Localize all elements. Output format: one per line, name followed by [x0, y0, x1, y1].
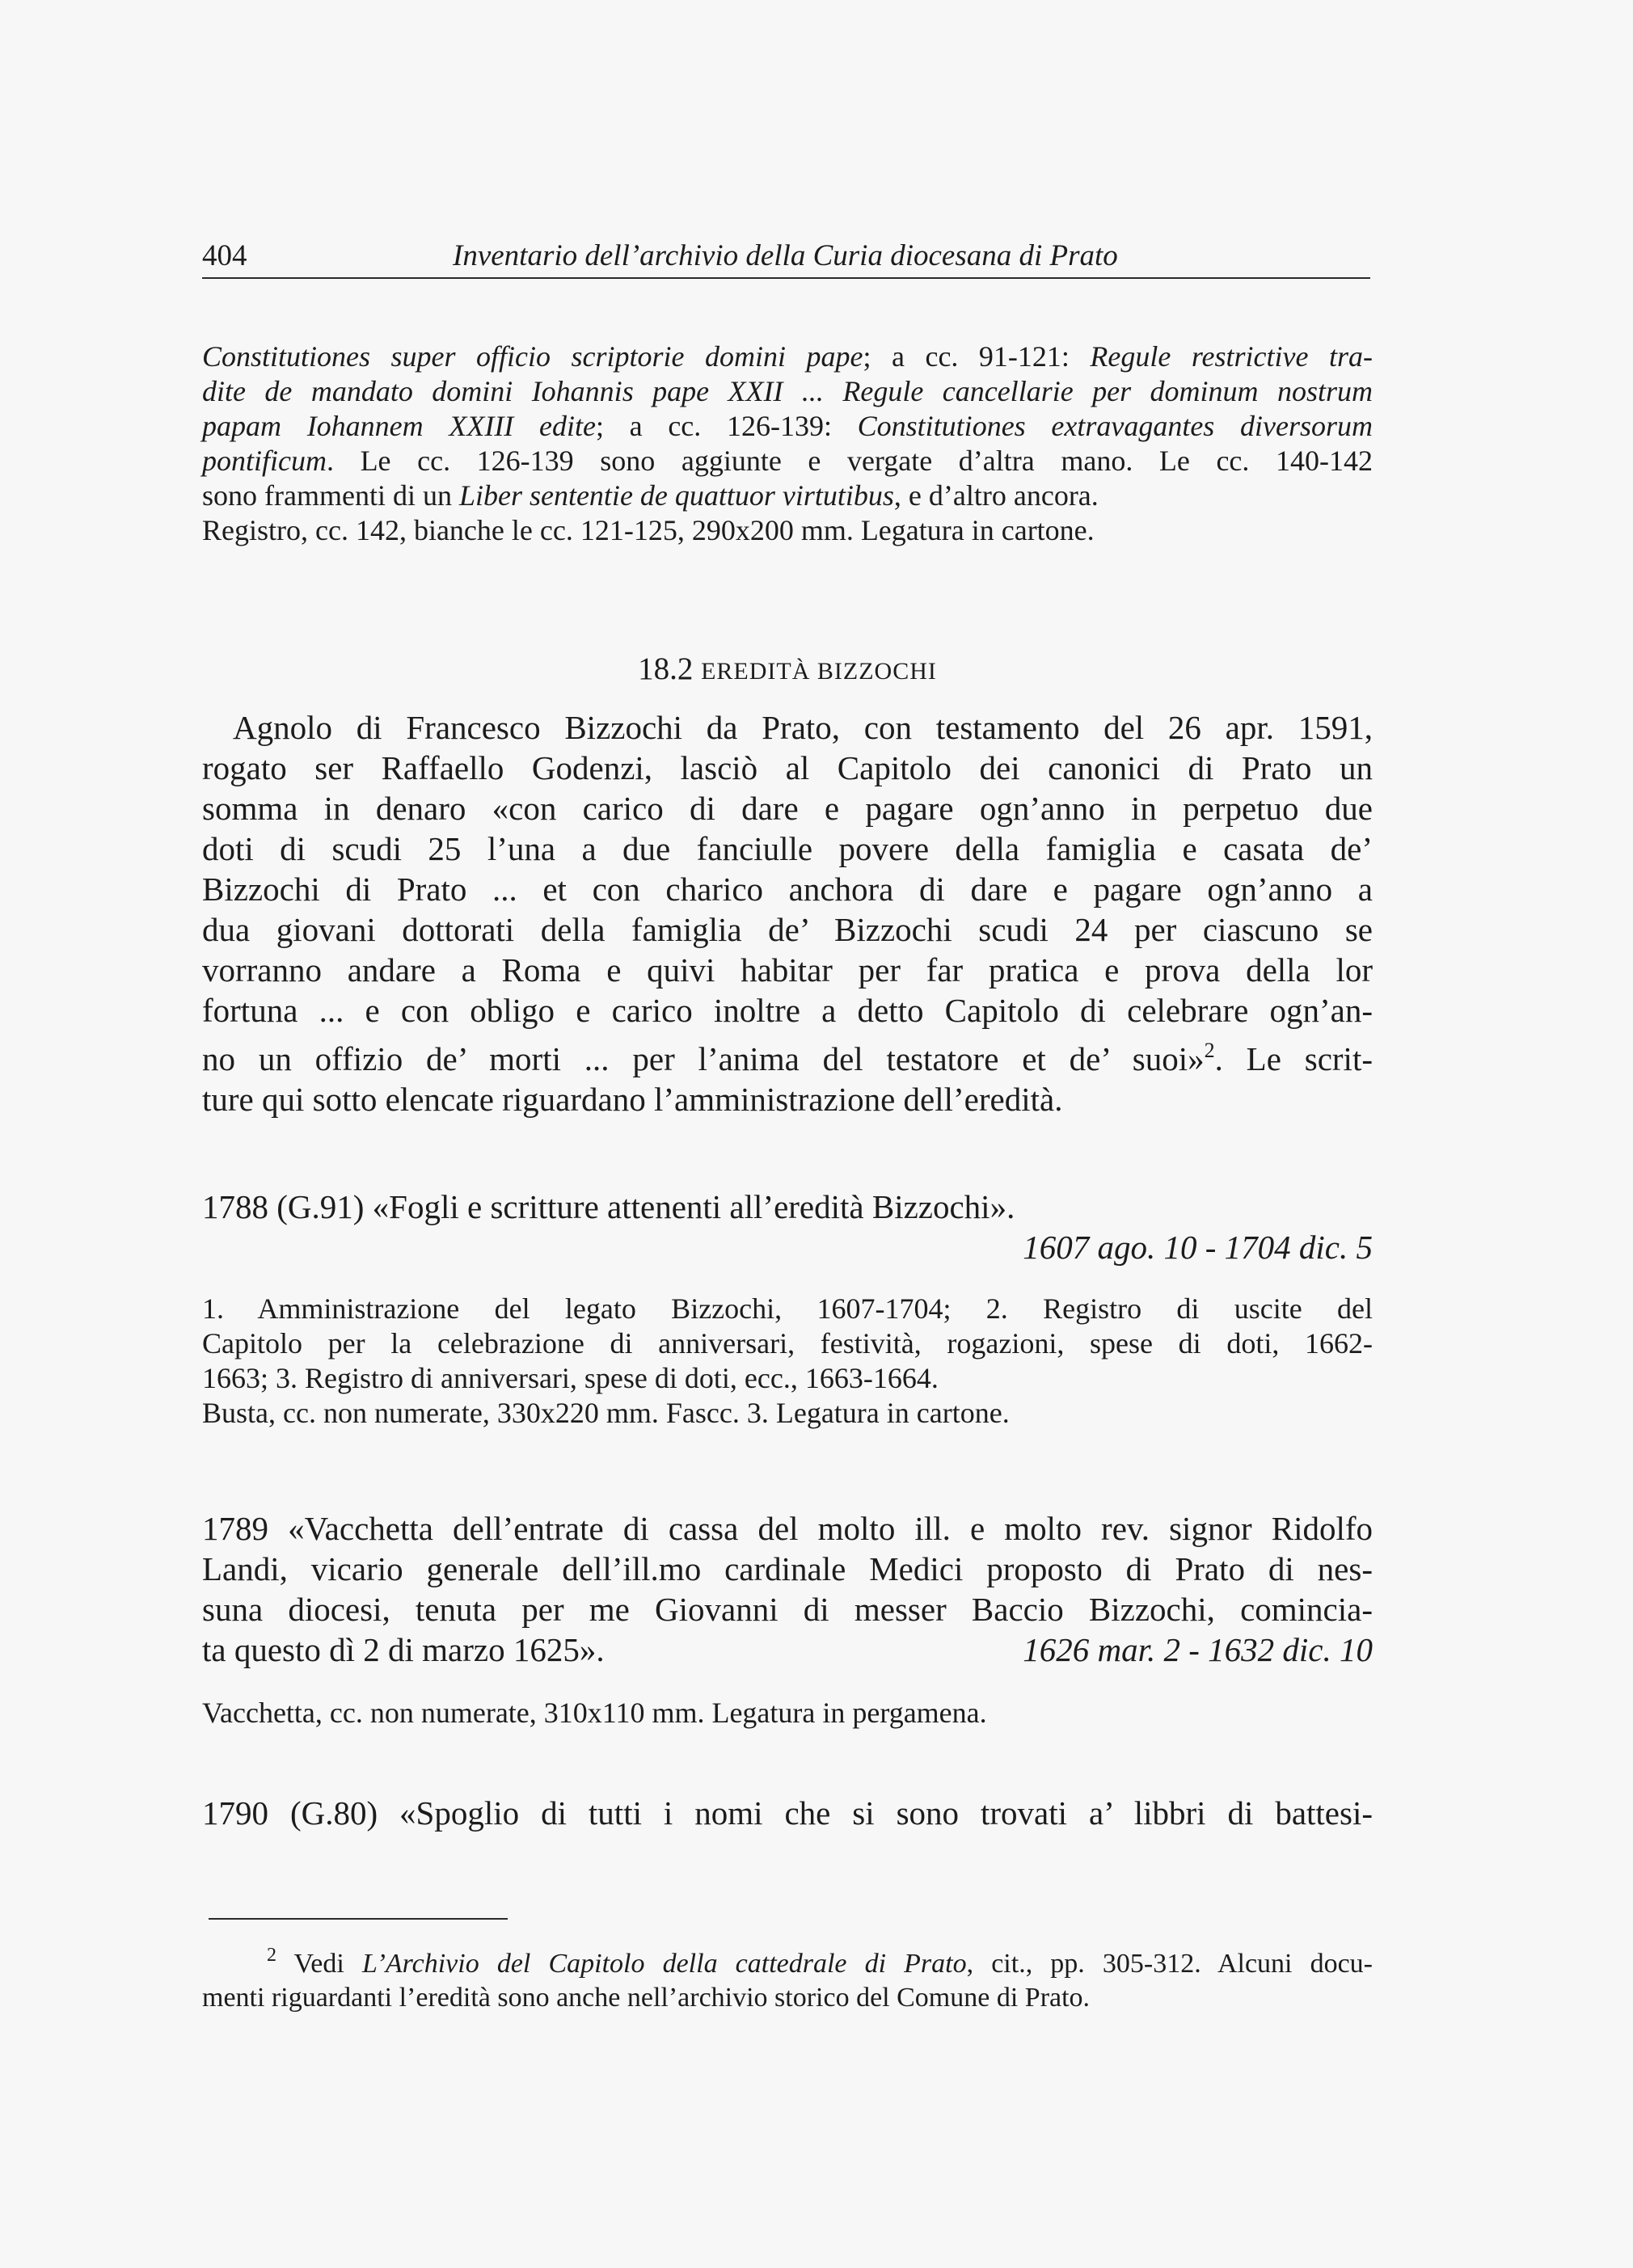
text-line: 1789 «Vacchetta dell’entrate di cassa del molto ill. e molto rev. signor Ridolfo — [202, 1510, 1373, 1547]
text-line: 1790 (G.80) «Spoglio di tutti i nomi che si sono trovati a’ libbri di battesi- — [202, 1794, 1373, 1832]
text-line: somma in denaro «con carico di dare e pagare ogn’anno in perpetuo due — [202, 790, 1373, 827]
text-line: sono frammenti di un Liber sententie de quattuor virtutibus, e d’altro ancora. — [202, 479, 1099, 512]
footnote-reference: 2 — [1204, 1039, 1215, 1062]
entry-1788-description — [202, 1292, 1373, 1431]
text-line: ta questo dì 2 di marzo 1625». 1626 mar. 2 - 1632 dic. 10 — [202, 1631, 1373, 1668]
text-line: ture qui sotto elencate riguardano l’amministrazione dell’eredità. — [202, 1081, 1063, 1118]
entry-dates: 1607 ago. 10 - 1704 dic. 5 — [1023, 1229, 1373, 1266]
text-line: Landi, vicario generale dell’ill.mo cardinale Medici proposto di Prato di nes- — [202, 1550, 1373, 1587]
section-title: EREDITÀ BIZZOCHI — [701, 658, 937, 685]
entry-1790 — [202, 1793, 1373, 1833]
text-line: $^2$ Vedi L’Archivio del Capitolo della cattedrale di Prato, cit., pp. 305-312. Alcuni docu- — [267, 1945, 1373, 1979]
entry-1789-description — [202, 1696, 1373, 1731]
section-heading — [202, 651, 1373, 690]
text-line: menti riguardanti l’eredità sono anche nell’archivio storico del Comune di Prato. — [202, 1983, 1091, 2013]
text-line: fortuna ... e con obligo e carico inoltre a detto Capitolo di celebrare ogn’an- — [202, 992, 1373, 1029]
text-line: no un offizio de’ morti ... per l’anima del testatore et de’ suoi»$^2$. Le scrit- — [202, 1039, 1373, 1077]
footnote-number: 2 — [267, 1945, 276, 1966]
text-line: Vacchetta, cc. non numerate, 310x110 mm. Legatura in pergamena. — [202, 1697, 987, 1729]
text-line: papam Iohannem XXIII edite; a cc. 126-139: Constitutiones extravagantes diversorum — [202, 410, 1373, 442]
text-line: 1. Amministrazione del legato Bizzochi, 1607-1704; 2. Registro di uscite del — [202, 1292, 1373, 1325]
page-header — [202, 238, 1370, 279]
text-line: Capitolo per la celebrazione di anniversari, festività, rogazioni, spese di doti, 1662- — [202, 1327, 1373, 1360]
text-line: doti di scudi 25 l’una a due fanciulle povere della famiglia e casata de’ — [202, 830, 1373, 867]
text-line: Registro, cc. 142, bianche le cc. 121-125, 290x200 mm. Legatura in cartone. — [202, 514, 1095, 546]
section-paragraph — [202, 707, 1373, 1119]
entry-title: 1788 (G.91) «Fogli e scritture attenenti all’eredità Bizzochi». — [202, 1188, 1015, 1225]
entry-dates: 1626 mar. 2 - 1632 dic. 10 — [1023, 1631, 1373, 1668]
text-line: pontificum. Le cc. 126-139 sono aggiunte e vergate d’altra mano. Le cc. 140-142 — [202, 445, 1373, 477]
footnote — [202, 1938, 1373, 2015]
page-number: 404 — [202, 239, 247, 272]
text-line: Bizzochi di Prato ... et con charico anchora di dare e pagare ogn’anno a — [202, 871, 1373, 908]
running-title: Inventario dell’archivio della Curia diocesana di Prato — [453, 239, 1118, 272]
section-number: 18.2 — [638, 651, 694, 686]
entry-1789 — [202, 1508, 1373, 1670]
text-line: dua giovani dottorati della famiglia de’ Bizzochi scudi 24 per ciascuno se — [202, 911, 1373, 948]
text-line: Busta, cc. non numerate, 330x220 mm. Fascc. 3. Legatura in cartone. — [202, 1397, 1010, 1429]
text-line: dite de mandato domini Iohannis pape XXII ... Regule cancellarie per dominum nostrum — [202, 375, 1373, 407]
text-line: 1663; 3. Registro di anniversari, spese di doti, ecc., 1663-1664. — [202, 1362, 939, 1394]
text-line: vorranno andare a Roma e quivi habitar per far pratica e prova della lor — [202, 951, 1373, 989]
footnote-divider — [209, 1918, 508, 1920]
intro-paragraph — [202, 339, 1373, 548]
text-line: Constitutiones super officio scriptorie domini pape; a cc. 91-121: Regule restrictive tra- — [202, 340, 1373, 373]
text-line: suna diocesi, tenuta per me Giovanni di messer Baccio Bizzochi, comincia- — [202, 1591, 1373, 1628]
text-line: Agnolo di Francesco Bizzochi da Prato, con testamento del 26 apr. 1591, — [233, 709, 1373, 746]
text-line: rogato ser Raffaello Godenzi, lasciò al Capitolo dei canonici di Prato un — [202, 749, 1373, 786]
entry-1788 — [202, 1187, 1373, 1267]
